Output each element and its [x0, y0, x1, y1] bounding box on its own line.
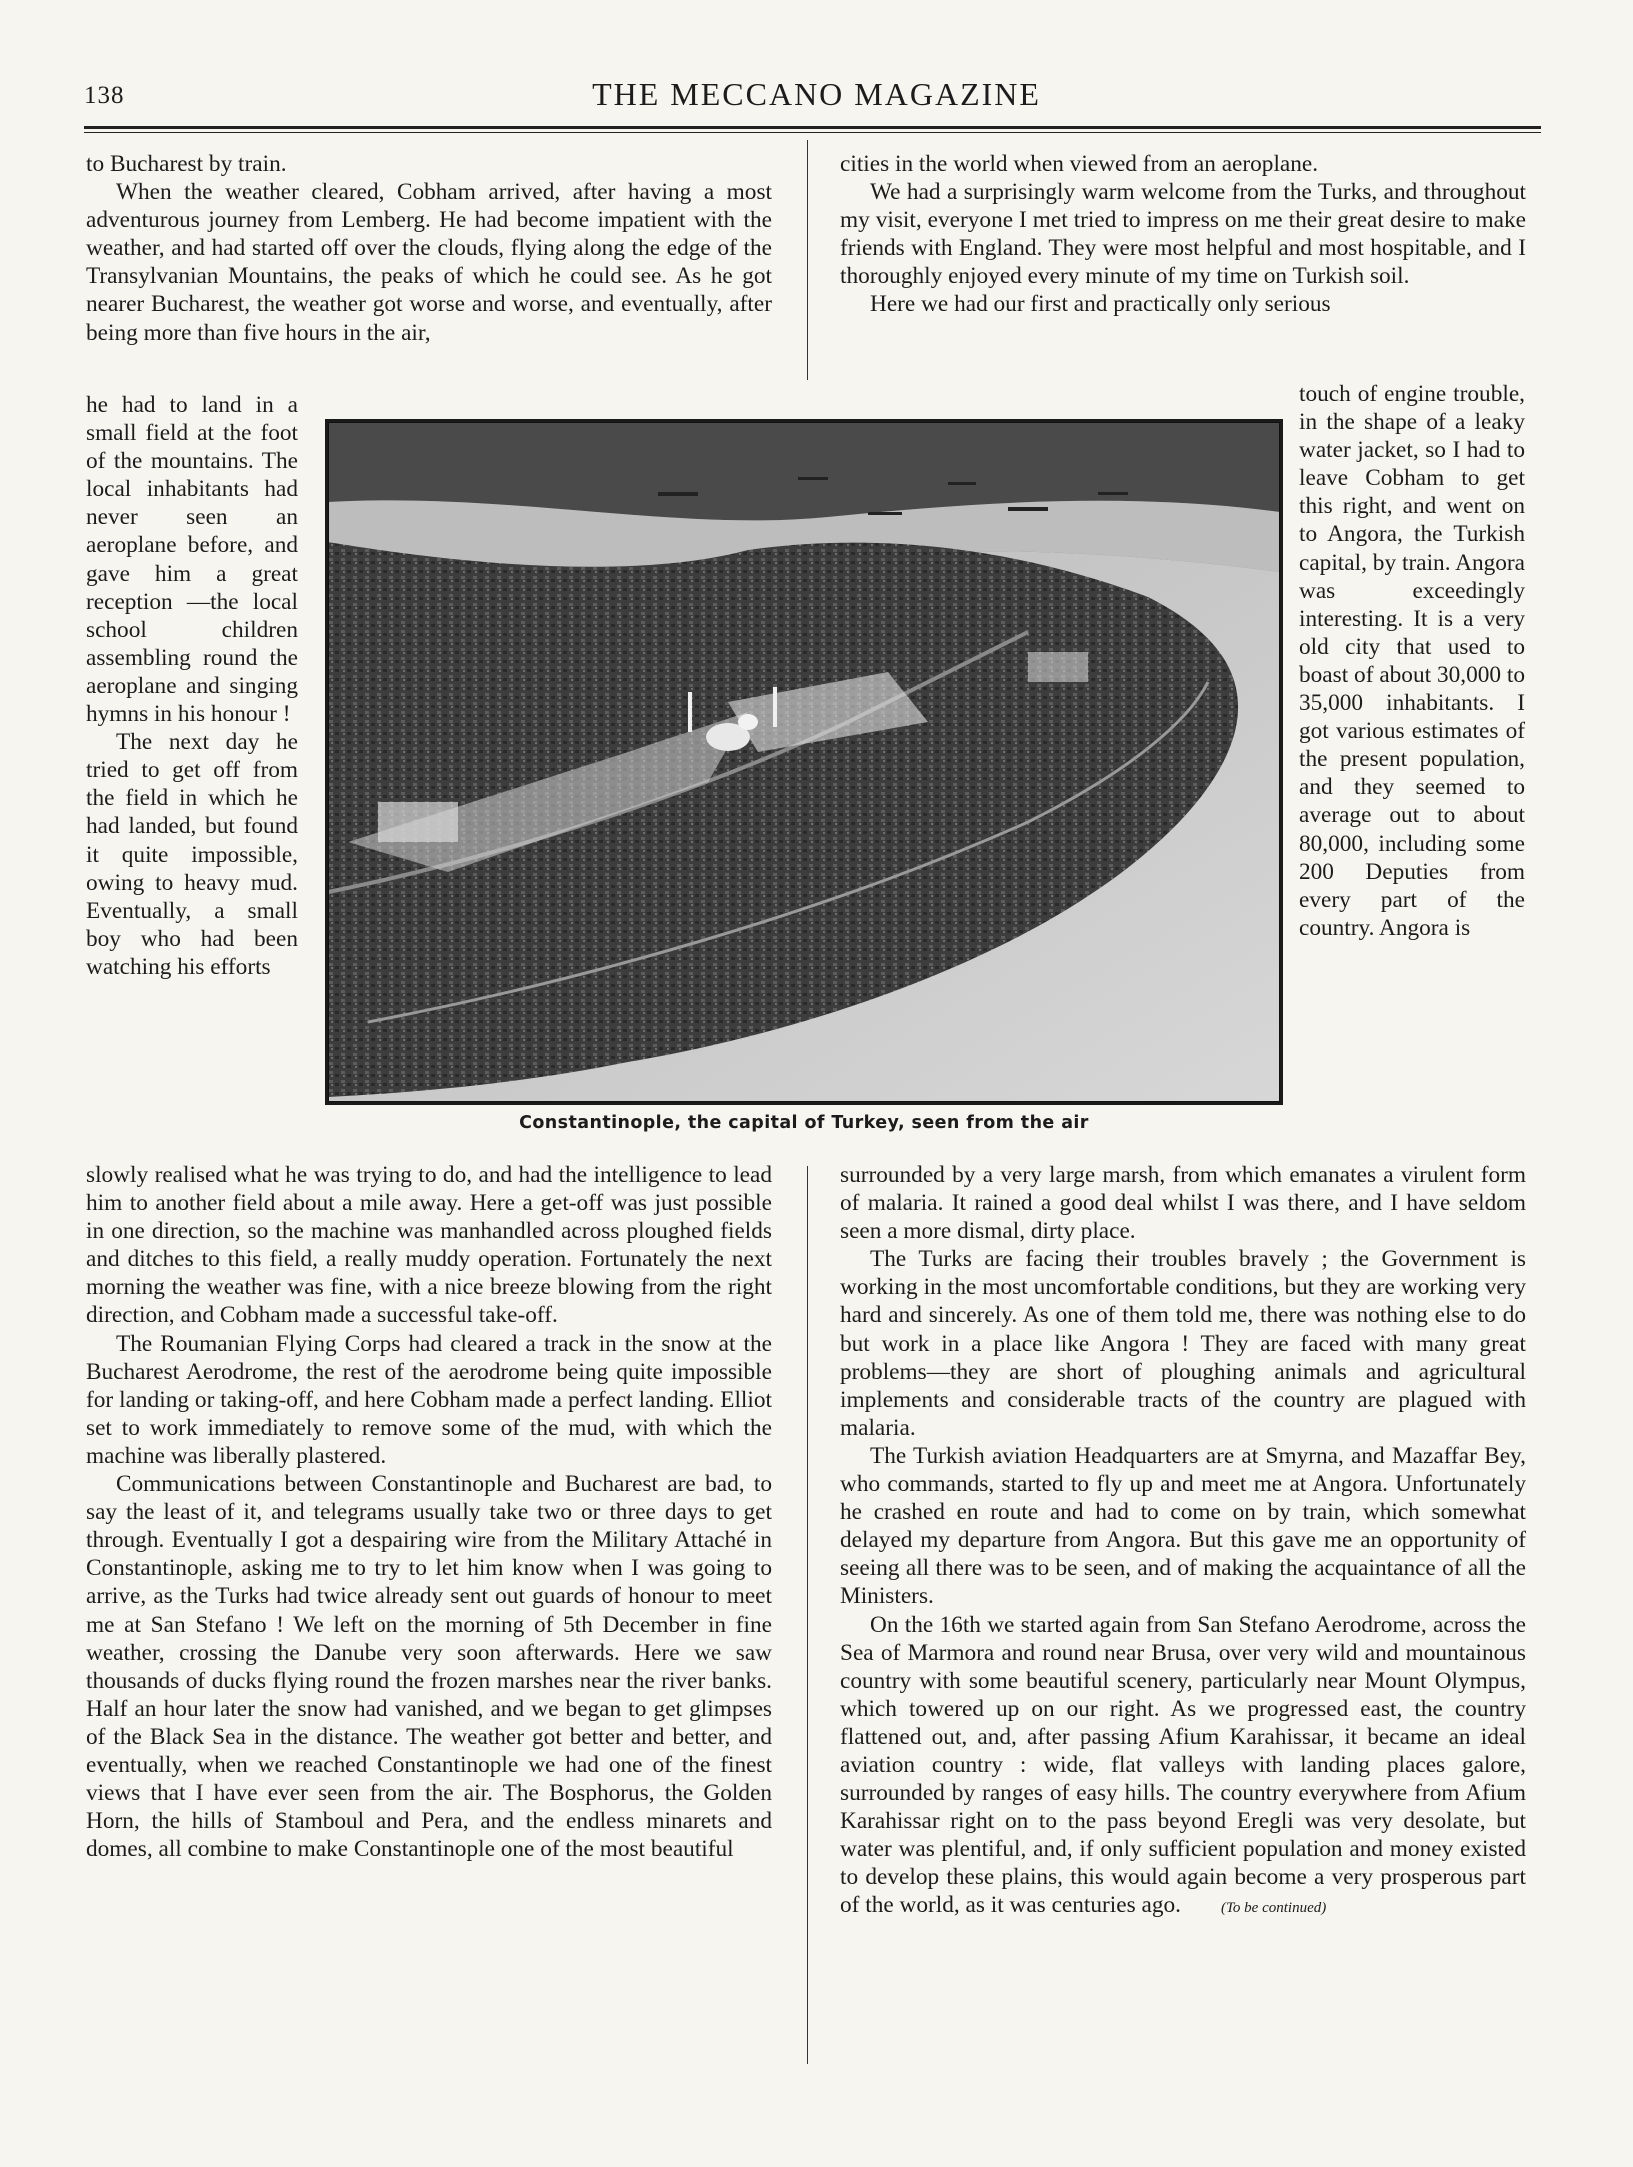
header-rule-thick — [84, 126, 1541, 129]
to-be-continued-note: (To be continued) — [1220, 1900, 1327, 1917]
column-divider-top — [807, 140, 808, 380]
paragraph: Communications between Constantinople and Bucharest are bad, to say the least of it, and telegrams usually take two or three days to get through. Eventually I got a despairing wire from the Military Attaché in Constantinople, asking me to try to let him know when I was going to arrive, as the Turks had twice already sent out guards of honour to meet me at San Stefano ! We left on the morning of 5th December in fine weather, crossing the Danube very soon afterwards. Here we saw thousands of ducks flying round the frozen marshes near the river banks. Half an hour later the snow had vanished, and we began to get glimpses of the Black Sea in the distance. The weather got better and better, and eventually, when we reached Constantinople we had one of the finest views that I have ever seen from the air. The Bosphorus, the Golden Horn, the hills of Stamboul and Pera, and the endless minarets and domes, all combine to make Constantinople one of the most beautiful — [86, 1471, 772, 1863]
magazine-title: THE MECCANO MAGAZINE — [592, 76, 1041, 112]
paragraph: We had a surprisingly warm welcome from the Turks, and throughout my visit, everyone I met tried to impress on me their great desire to make friends with England. They were most helpful and most hospitable, and I thoroughly enjoyed every minute of my time on Turkish soil. — [840, 179, 1526, 290]
paragraph: The Turks are facing their troubles bravely ; the Government is working in the most uncomfortable conditions, but they are working very hard and sincerely. As one of them told me, there was nothing else to do but work in a place like Angora ! They are faced with many great problems—they are short of ploughing animals and agricultural implements and considerable tracts of the country are plagued with malaria. — [840, 1246, 1526, 1441]
paragraph: Here we had our first and practically only serious — [870, 291, 1331, 318]
page-number: 138 — [84, 82, 125, 109]
paragraph: surrounded by a very large marsh, from which emanates a virulent form of malaria. It rained a good deal whilst I was there, and I have seldom seen a more dismal, dirty place. — [840, 1162, 1526, 1245]
right-column-bottom — [840, 1161, 1526, 1923]
paragraph: touch of engine trouble, in the shape of a leaky water jacket, so I had to leave Cobham to get this right, and went on to Angora, the Turkish capital, by train. Angora was exceedingly interesting. It is a very old city that used to boast of about 30,000 to 35,000 inhabitants. I got various estimates of the present population, and they seemed to average out to about 80,000, including some 200 Deputies from every part of the country. Angora is — [1299, 381, 1525, 941]
aerial-photo — [325, 419, 1283, 1105]
paragraph: The Turkish aviation Headquarters are at Smyrna, and Mazaffar Bey, who commands, started to fly up and meet me at Angora. Unfortunately he crashed en route and had to come on by train, which somewhat delayed my departure from Angora. But this gave me an opportunity of seeing all there was to be seen, and of making the acquaintance of all the Ministers. — [840, 1442, 1526, 1610]
right-column-wrap — [1299, 380, 1525, 942]
left-column-top — [86, 150, 772, 347]
left-column-wrap — [86, 391, 298, 981]
paragraph: to Bucharest by train. — [86, 151, 287, 177]
paragraph: cities in the world when viewed from an aeroplane. — [840, 151, 1319, 177]
paragraph: When the weather cleared, Cobham arrived, after having a most adventurous journey from Lemberg. He had become impatient with the weather, and had started off over the clouds, flying along the edge of the Transylvanian Mountains, the peaks of which he could see. As he got nearer Bucharest, the weather got worse and worse, and eventually, after being more than five hours in the air, — [86, 179, 772, 346]
header-rule-thin — [84, 132, 1541, 133]
paragraph: he had to land in a small field at the foot of the mountains. The local inhabitants had never seen an aeroplane before, and gave him a great reception —the local school children assembling round the aeroplane and singing hymns in his honour ! — [86, 392, 298, 728]
photo-caption: Constantinople, the capital of Turkey, seen from the air — [519, 1113, 1089, 1133]
column-divider-bottom — [807, 1166, 808, 2064]
paragraph: The Roumanian Flying Corps had cleared a track in the snow at the Bucharest Aerodrome, the rest of the aerodrome being quite impossible for landing or taking-off, and here Cobham made a perfect landing. Elliot set to work immediately to remove some of the mud, with which the machine was liberally plastered. — [86, 1330, 772, 1469]
right-column-top — [840, 150, 1526, 319]
paragraph — [840, 1611, 1526, 1923]
paragraph: The next day he tried to get off from the field in which he had landed, but found it quite impossible, owing to heavy mud. Eventually, a small boy who had been watching his efforts — [86, 729, 298, 980]
aerial-photo-image — [328, 422, 1280, 1102]
paragraph-text: On the 16th we started again from San Stefano Aerodrome, across the Sea of Marmora and round near Brusa, over very wild and mountainous country with some beautiful scenery, particularly near Mount Olympus, which towered up on our right. As we progressed east, the country flattened out, and, after passing Afium Karahissar, it became an ideal aviation country : wide, flat valleys with landing places galore, surrounded by ranges of easy hills. The country everywhere from Afium Karahissar right on to the pass beyond Eregli was very desolate, but water was plentiful, and, if only sufficient population and money existed to develop these plains, this would again become a very prosperous part of the world, as it was centuries ago. — [840, 1611, 1526, 1919]
left-column-bottom — [86, 1161, 772, 1863]
paragraph: slowly realised what he was trying to do, and had the intelligence to lead him to another field about a mile away. Here a get-off was just possible in one direction, so the machine was manhandled across ploughed fields and ditches to this field, a really muddy operation. Fortunately the next morning the weather was fine, with a nice breeze blowing from the right direction, and Cobham made a successful take-off. — [86, 1162, 772, 1329]
